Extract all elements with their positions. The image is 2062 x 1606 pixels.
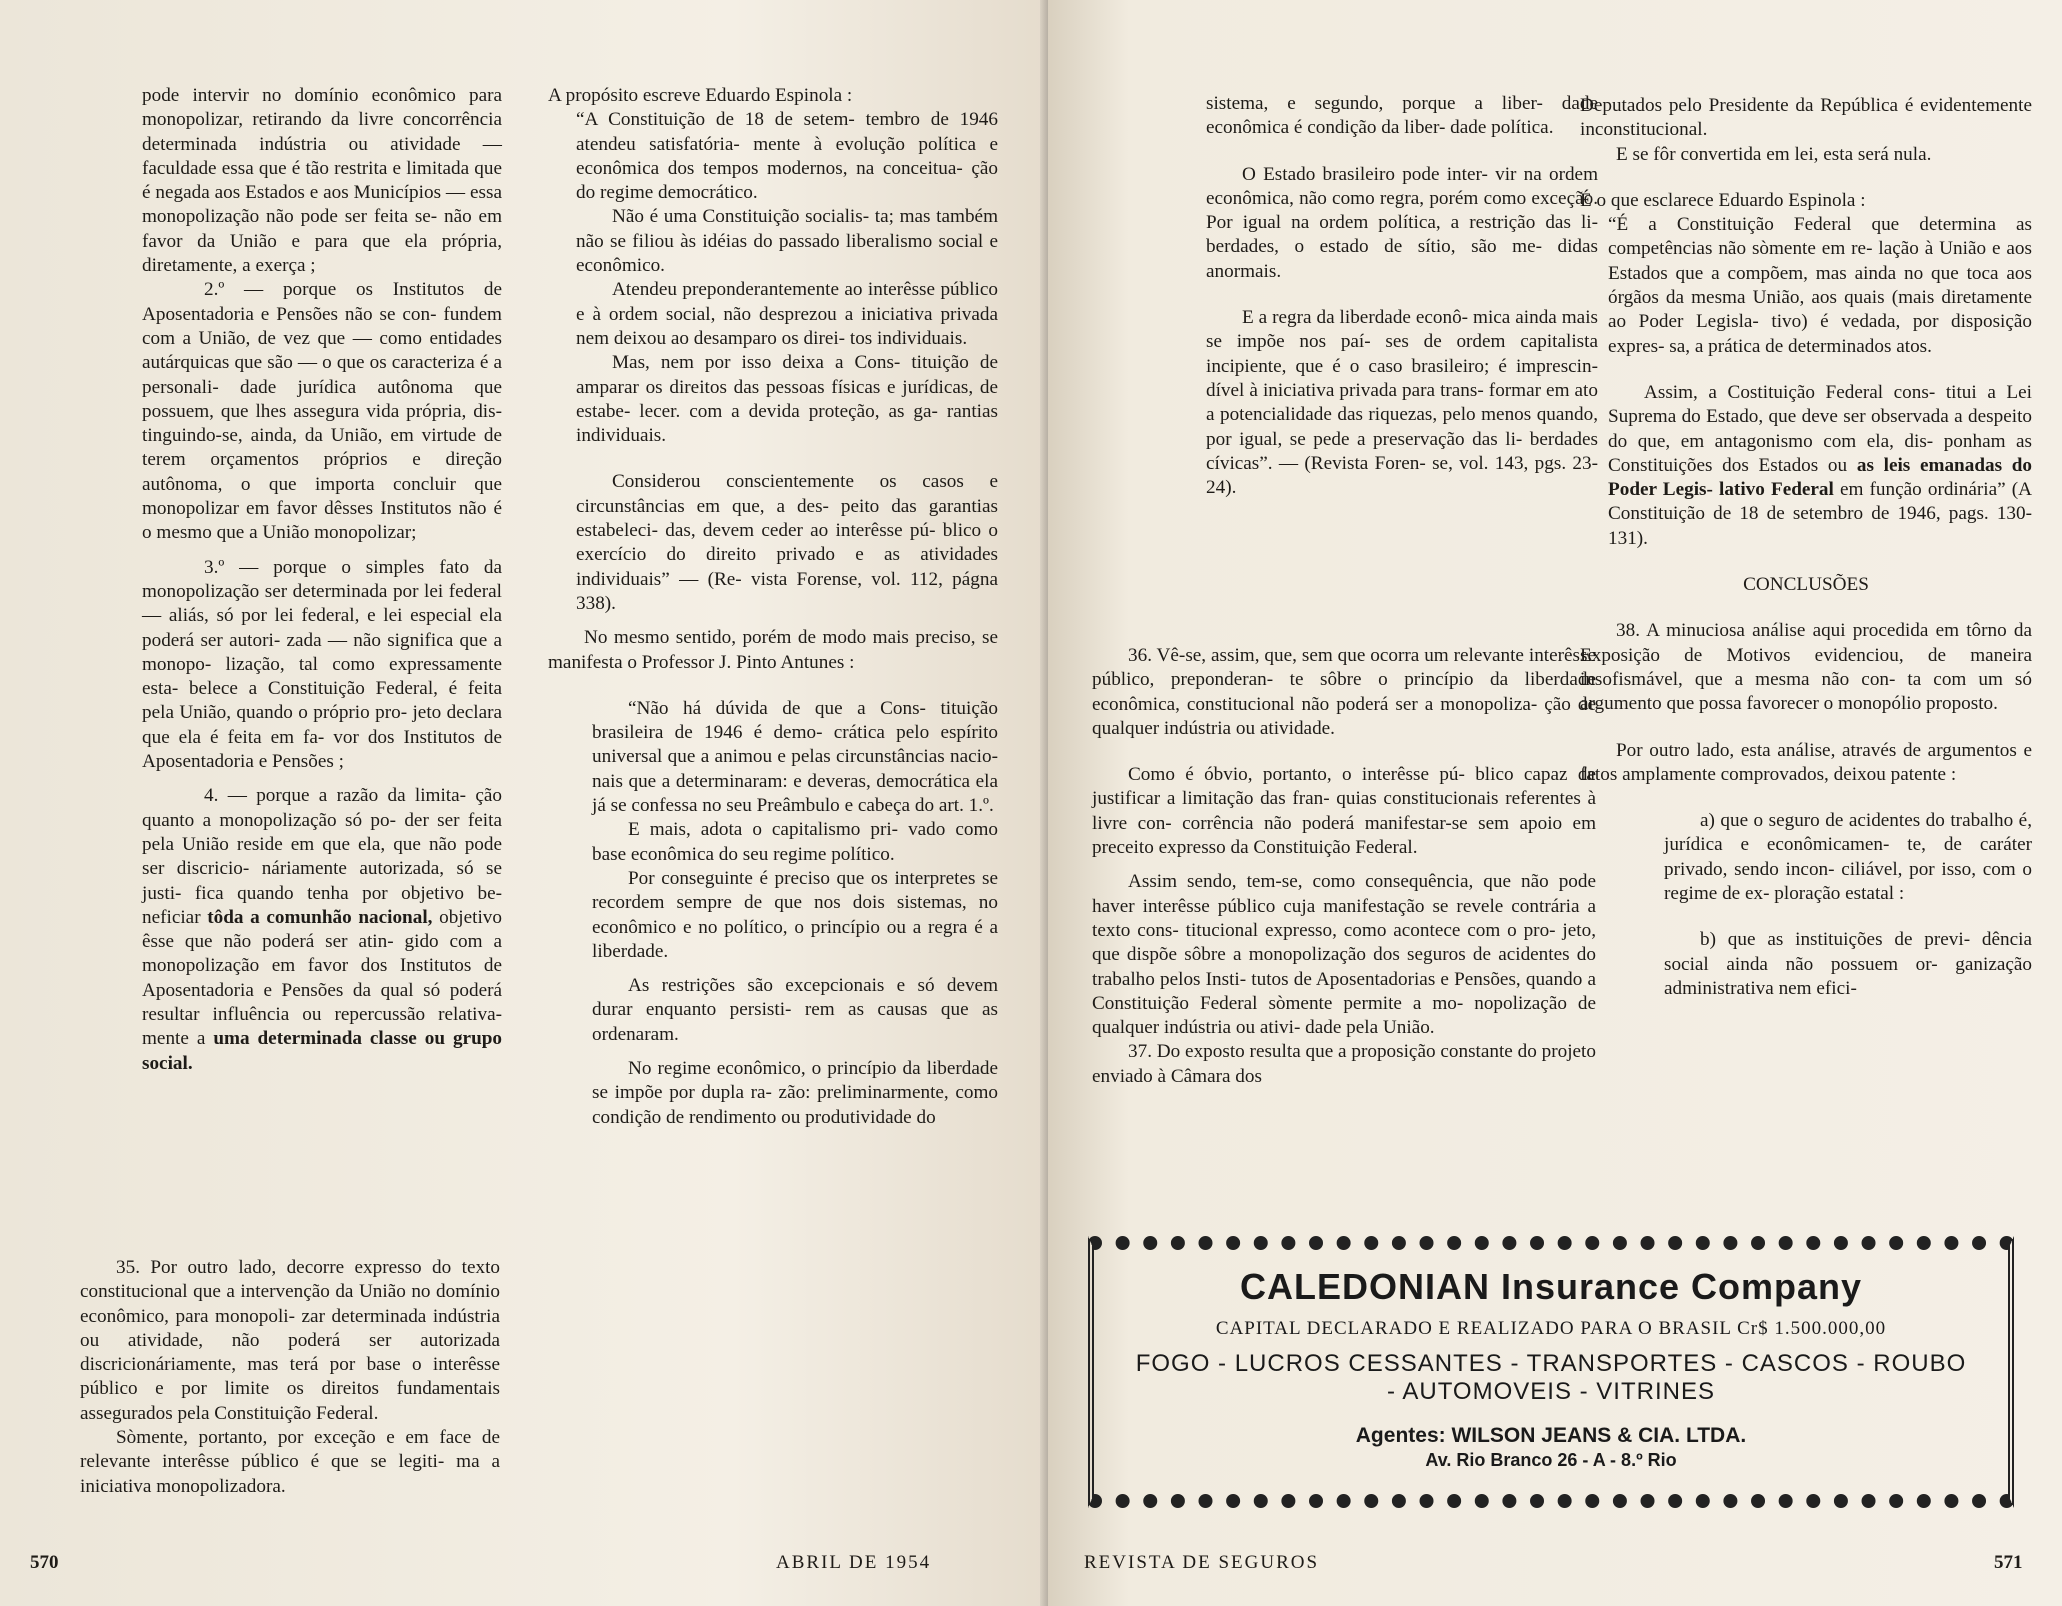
- paragraph: A propósito escreve Eduardo Espinola :: [548, 85, 853, 106]
- list-item: a) que o seguro de acidentes do trabalho é, jurídica e econômicamen- te, de caráter privado, sendo incon- ciliável, por isso, com o regime de ex- ploração estatal :: [1664, 810, 2032, 905]
- paragraph: No mesmo sentido, porém de modo mais preciso, se manifesta o Professor J. Pinto Antunes :: [548, 627, 998, 673]
- quote-paragraph: “A Constituição de 18 de setem- tembro de 1946 atendeu satisfatória- mente à evolução política e econômica dos tempos modernos, na conceitua- ção do regime democrático.: [576, 109, 998, 204]
- quote-paragraph: sistema, e segundo, porque a liber- dade econômica é condição da liber- dade política.: [1206, 93, 1598, 139]
- quote-paragraph: Assim, a Costituição Federal cons- titui a Lei Suprema do Estado, que deve ser observada a despeito do que, em antagonismo com ela, dis- ponham as Constituições dos Estados ou as leis emanadas do Poder Legis- lativo Federal em função ordinária” (A Constituição de 18 de setembro de 1946, pags. 130-131).: [1608, 381, 2033, 549]
- paragraph: 36. Vê-se, assim, que, sem que ocorra um relevante interêsse público, preponderan- te sôbre o princípio da liberdade econômica, constitucional não poderá ser a monopoliza- ção de qualquer indústria ou atividade.: [1092, 645, 1596, 739]
- quote-paragraph: Considerou conscientemente os casos e circunstâncias em que, a des- peito das garantias estabeleci- das, devem ceder ao interêsse pú- blico o exercício do direito privado e as atividades individuais” — (Re- vista Forense, vol. 112, págna 338).: [576, 471, 998, 614]
- quote-paragraph: E a regra da liberdade econô- mica ainda mais se impõe nos paí- ses de ordem capitalista incipiente, que é o caso brasileiro; é imprescin- dível à iniciativa privada para trans- formar em ato a potencialidade das riquezas, pelo menos quando, por igual, se pede a preservação das li- berdades cívicas”. — (Revista Foren- se, vol. 143, pgs. 23-24).: [1206, 307, 1598, 499]
- ad-capital: CAPITAL DECLARADO E REALIZADO PARA O BRASIL Cr$ 1.500.000,00: [1215, 1318, 1887, 1339]
- ad-company-name: CALEDONIAN Insurance Company: [1239, 1266, 1863, 1307]
- paragraph: 37. Do exposto resulta que a proposição constante do projeto enviado à Câmara dos: [1092, 1041, 1596, 1087]
- quote-paragraph: O Estado brasileiro pode inter- vir na ordem econômica, não como regra, porém como exceção. Por igual na ordem política, a restrição das li- berdades, o estado de sítio, são me- didas anormais.: [1206, 163, 1598, 282]
- paragraph: 35. Por outro lado, decorre expresso do texto constitucional que a intervenção da União no domínio econômico, para monopoli- zar determinada indústria ou atividade, não poderá ser autorizada discricionáriamente, mas terá por base o interêsse público e por limite os direitos fundamentais assegurados pela Constituição Federal.: [80, 1257, 500, 1424]
- left-column-1-wide: [80, 1256, 500, 1499]
- paragraph: Deputados pelo Presidente da República é evidentemente inconstitucional.: [1580, 95, 2032, 141]
- ad-address: Av. Rio Branco 26 - A - 8.º Rio: [1425, 1450, 1677, 1470]
- quote-paragraph: “É a Constituição Federal que determina as competências não sòmente em re- lação à União e aos Estados que a compõem, mas ainda no que toca aos órgãos da mesma União, aos quais (mais diretamente ao Poder Legisla- tivo) é vedada, por disposição expres- sa, a prática de determinados atos.: [1608, 214, 2032, 357]
- right-column-1: [1178, 92, 1598, 510]
- left-column-2: [548, 84, 998, 1130]
- paragraph: Por outro lado, esta análise, através de argumentos e fatos amplamente comprovados, deixou patente :: [1580, 739, 2032, 785]
- quote-paragraph: Mas, nem por isso deixa a Cons- tituição de amparar os direitos das pessoas físicas e jurídicas, de estabe- lecer. com a devida proteção, as ga- rantias individuais.: [576, 352, 998, 447]
- paragraph: 2.º — porque os Institutos de Aposentadoria e Pensões não se con- fundem com a União, de vez que — como entidades autárquicas que são — o que os caracteriza é a personali- dade jurídica autônoma que possuem, que lhes assegura vida própria, dis- tinguindo-se, ainda, da União, em virtude de terem orçamentos próprios e direção autônoma, o que importa concluir que monopolizar em favor dêsses Institutos não é o mesmo que a União monopolizar;: [142, 279, 502, 544]
- ad-lines-of-business-2: - AUTOMOVEIS - VITRINES: [1387, 1378, 1715, 1405]
- quote-paragraph: E mais, adota o capitalismo pri- vado como base econômica do seu regime político.: [592, 819, 998, 865]
- paragraph: 38. A minuciosa análise aqui procedida em tôrno da Exposição de Motivos evidenciou, de maneira insofismável, que a mesma não con- ta com um só argumento que possa favorecer o monopólio proposto.: [1580, 620, 2032, 715]
- quote-paragraph: Não é uma Constituição socialis- ta; mas também não se filiou às idéias do passado liberalismo social e econômico.: [576, 206, 998, 277]
- right-column-1-wide: [1092, 644, 1596, 1089]
- quote-paragraph: Atendeu preponderantemente ao interêsse público e à ordem social, não desprezou a iniciativa privada nem deixou ao desamparo os direi- tos individuais.: [576, 279, 998, 349]
- issue-date-footer: ABRIL DE 1954: [776, 1552, 932, 1573]
- paragraph: Assim sendo, tem-se, como consequência, que não pode haver interêsse público cuja manifestação se revele contrária a texto cons- titucional expresso, como acontece com o pro- jeto, que dispõe sôbre a monopolização dos seguros de acidentes do trabalho pelos Insti- tutos de Aposentadorias e Pensões, quando a Constituição Federal sòmente permite a mo- nopolização de qualquer indústria ou ativi- dade pela União.: [1092, 871, 1596, 1039]
- magazine-title-footer: REVISTA DE SEGUROS: [1084, 1552, 1320, 1573]
- quote-paragraph: Por conseguinte é preciso que os interpretes se recordem sempre de que nos dois sistemas, no econômico e no político, o princípio ou a regra é a liberdade.: [592, 867, 998, 962]
- paragraph: 3.º — porque o simples fato da monopolização ser determinada por lei federal — aliás, só por lei federal, e lei especial ela poderá ser autori- zada — não significa que a monopo- lização, tal como expressamente esta- belece a Constituição Federal, é feita pela União, quando o próprio pro- jeto declara que ela é feita em fa- vor dos Institutos de Aposentadoria e Pensões ;: [142, 556, 502, 773]
- paragraph: Sòmente, portanto, por exceção e em face de relevante interêsse público é que se legiti- ma a iniciativa monopolizadora.: [80, 1427, 500, 1497]
- paragraph: Como é óbvio, portanto, o interêsse pú- blico capaz de justificar a limitação das fran- quias constitucionais referentes à livre con- corrência não poderá manifestar-se sem apoio em preceito expresso da Constituição Federal.: [1092, 764, 1596, 859]
- page-number: 571: [1994, 1552, 2023, 1573]
- page-number: 570: [30, 1552, 59, 1573]
- list-item: b) que as instituições de previ- dência social ainda não possuem or- ganização administrativa nem efici-: [1664, 929, 2032, 999]
- left-column-1: [142, 84, 502, 1076]
- quote-paragraph: “Não há dúvida de que a Cons- tituição brasileira de 1946 é demo- crática pelo espírito universal que a animou e pelas circunstâncias nacio- nais que a determinaram: e deveras, democrática ela já se confessa no seu Preâmbulo e cabeça do art. 1.º.: [592, 697, 998, 817]
- section-heading: CONCLUSÕES: [1743, 574, 1869, 596]
- ad-agents: Agentes: WILSON JEANS & CIA. LTDA.: [1355, 1424, 1747, 1447]
- right-column-2: [1580, 94, 2032, 1001]
- paragraph: É o que esclarece Eduardo Espinola :: [1580, 189, 1866, 211]
- insurance-advertisement: [1088, 1236, 2014, 1508]
- paragraph: pode intervir no domínio econômico para monopolizar, retirando da livre concorrência determinada indústria ou atividade — faculdade essa que é tão restrita e limitada que é negada aos Estados e aos Municípios — essa monopolização não pode ser feita se- não em favor da União e para que ela própria, diretamente, a exerça ;: [142, 85, 502, 277]
- quote-paragraph: As restrições são excepcionais e só devem durar enquanto persisti- rem as causas que as ordenaram.: [592, 975, 998, 1045]
- quote-paragraph: No regime econômico, o princípio da liberdade se impõe por dupla ra- zão: preliminarmente, como condição de rendimento ou produtividade do: [592, 1057, 998, 1128]
- paragraph: E se fôr convertida em lei, esta será nula.: [1616, 143, 1932, 165]
- paragraph: 4. — porque a razão da limita- ção quanto a monopolização só po- der ser feita pela União reside em que ela, que não pode ser discricio- náriamente autorizada, só se justi- fica quando tenha por objetivo be- neficiar tôda a comunhão nacional, objetivo êsse que não poderá ser atin- gido com a monopolização em favor dos Institutos de Aposentadoria e Pensões da qual só poderá resultar influência ou repercussão relativa- mente a uma determinada classe ou grupo social.: [142, 785, 503, 1074]
- ad-lines-of-business: FOGO - LUCROS CESSANTES - TRANSPORTES - CASCOS - ROUBO: [1135, 1350, 1967, 1377]
